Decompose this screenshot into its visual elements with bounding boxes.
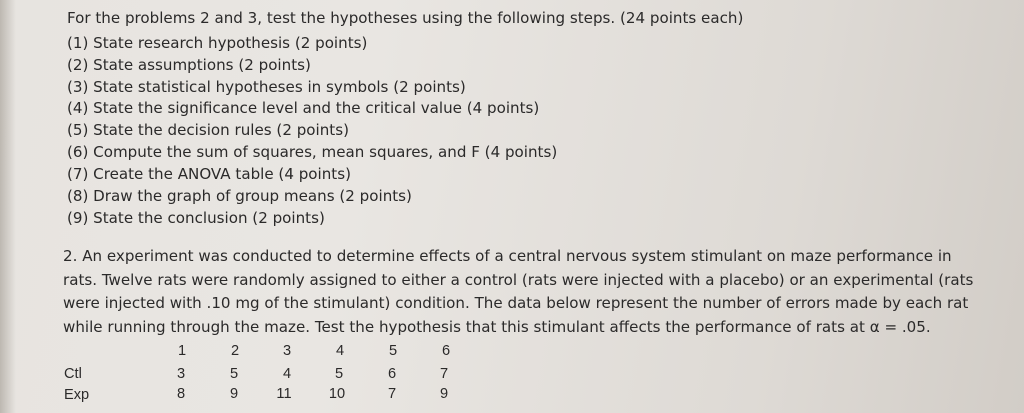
table-cell: 9	[439, 386, 449, 402]
step-8: (8) Draw the graph of group means (2 points)	[67, 187, 412, 205]
step-6: (6) Compute the sum of squares, mean squares, and F (4 points)	[67, 143, 558, 161]
column-header: 3	[282, 343, 292, 359]
table-cell: 9	[229, 386, 239, 402]
instructions-intro: For the problems 2 and 3, test the hypotheses using the following steps. (24 points each)	[67, 9, 744, 27]
column-header: 2	[230, 343, 240, 359]
table-cell: 4	[282, 366, 292, 382]
problem-line-2: rats. Twelve rats were randomly assigned to either a control (rats were injected with a placebo) or an experimental (rats	[63, 271, 974, 289]
table-cell: 3	[176, 366, 186, 382]
step-7: (7) Create the ANOVA table (4 points)	[67, 165, 351, 183]
step-4: (4) State the significance level and the critical value (4 points)	[67, 99, 540, 117]
column-header: 1	[177, 343, 187, 359]
problem-line-3: were injected with .10 mg of the stimulant) condition. The data below represent the number of errors made by each rat	[63, 294, 969, 312]
table-cell: 5	[334, 366, 344, 382]
problem-line-4: while running through the maze. Test the hypothesis that this stimulant affects the performance of rats at α = .05.	[63, 318, 931, 336]
row-label-exp: Exp	[64, 387, 90, 403]
table-cell: 7	[387, 386, 397, 402]
column-header: 4	[335, 343, 345, 359]
table-cell: 5	[229, 366, 239, 382]
column-header: 5	[388, 343, 398, 359]
step-3: (3) State statistical hypotheses in symbols (2 points)	[67, 78, 466, 96]
step-5: (5) State the decision rules (2 points)	[67, 121, 349, 139]
step-9: (9) State the conclusion (2 points)	[67, 209, 325, 227]
column-header: 6	[441, 343, 451, 359]
paper-shadow	[0, 0, 16, 413]
problem-line-1: 2. An experiment was conducted to determine effects of a central nervous system stimulant on maze performance in	[63, 247, 952, 265]
table-cell: 10	[328, 386, 346, 402]
row-label-ctl: Ctl	[64, 366, 82, 382]
step-2: (2) State assumptions (2 points)	[67, 56, 311, 74]
table-cell: 11	[276, 386, 292, 402]
table-cell: 6	[387, 366, 397, 382]
step-1: (1) State research hypothesis (2 points)	[67, 34, 368, 52]
table-cell: 8	[176, 386, 186, 402]
table-cell: 7	[439, 366, 449, 382]
